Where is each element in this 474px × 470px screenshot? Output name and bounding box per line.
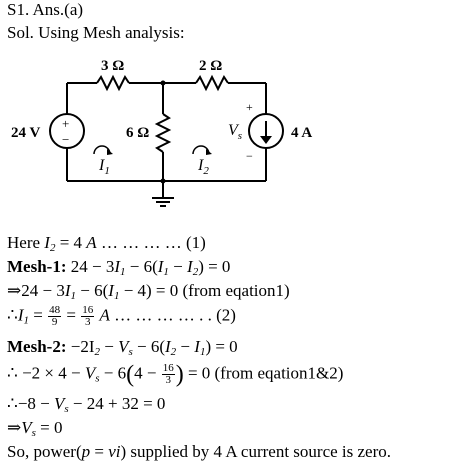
label-24v: 24 V bbox=[11, 125, 41, 141]
circuit-diagram bbox=[0, 48, 340, 208]
plus-sign-vs: + bbox=[246, 100, 253, 114]
label-i2: $I_2$ bbox=[198, 157, 209, 177]
line-given: Here $I_2 = 4$ A … … … … (1) bbox=[7, 233, 206, 254]
plus-sign-vsrc: + bbox=[62, 116, 70, 131]
minus-sign-vsrc: − bbox=[62, 132, 70, 147]
label-3ohm: 3 Ω bbox=[101, 58, 125, 74]
resistor-3ohm bbox=[97, 77, 129, 89]
line-vs-result: $\Rightarrow V_s = 0$ bbox=[7, 418, 63, 439]
line-mesh1: Mesh-1: $24 - 3I_1 - 6(I_1 - I_2) = 0$ bbox=[7, 257, 231, 278]
resistor-6ohm bbox=[157, 114, 169, 152]
line-mesh2: Mesh-2: $-2I_2 - V_s - 6(I_2 - I_1) = 0$ bbox=[7, 337, 238, 358]
fraction-16-3: $\frac{16}{3}$ bbox=[82, 304, 94, 328]
fraction-48-9: $\frac{48}{9}$ bbox=[49, 304, 61, 328]
line-substitute: ⇒24 − $3I_1 - 6(I_1 - 4) = 0$ (from eqation1) bbox=[7, 281, 290, 302]
resistor-2ohm bbox=[196, 77, 228, 89]
method-line: Sol. Using Mesh analysis: bbox=[7, 23, 185, 42]
line-i1-result: $\therefore I_1$ = $\frac{48}{9}$ = $\frac{16}{3}$ A … … … … . . (2) bbox=[7, 304, 236, 328]
line-mesh2-substitute: ∴ $-2 \times 4 - V_s - 6(4$ − $\frac{16}{3}$ ) = 0 (from eqation1&2) bbox=[7, 361, 344, 388]
label-4a: 4 A bbox=[291, 125, 313, 141]
label-6ohm: 6 Ω bbox=[126, 125, 150, 141]
answer-line: S1. Ans.(a) bbox=[7, 0, 84, 19]
label-vs: $V_s$ bbox=[228, 122, 243, 142]
label-2ohm: 2 Ω bbox=[199, 58, 223, 74]
label-i1: $I_1$ bbox=[99, 157, 110, 177]
line-simplify: ∴−8 − $V_s - 24 + 32 = 0$ bbox=[7, 394, 166, 415]
fraction-16-3-b: $\frac{16}{3}$ bbox=[162, 362, 174, 386]
line-conclusion: So, power(p = vi) supplied by 4 A current source is zero. bbox=[7, 442, 391, 461]
minus-sign-vs: − bbox=[246, 149, 253, 163]
